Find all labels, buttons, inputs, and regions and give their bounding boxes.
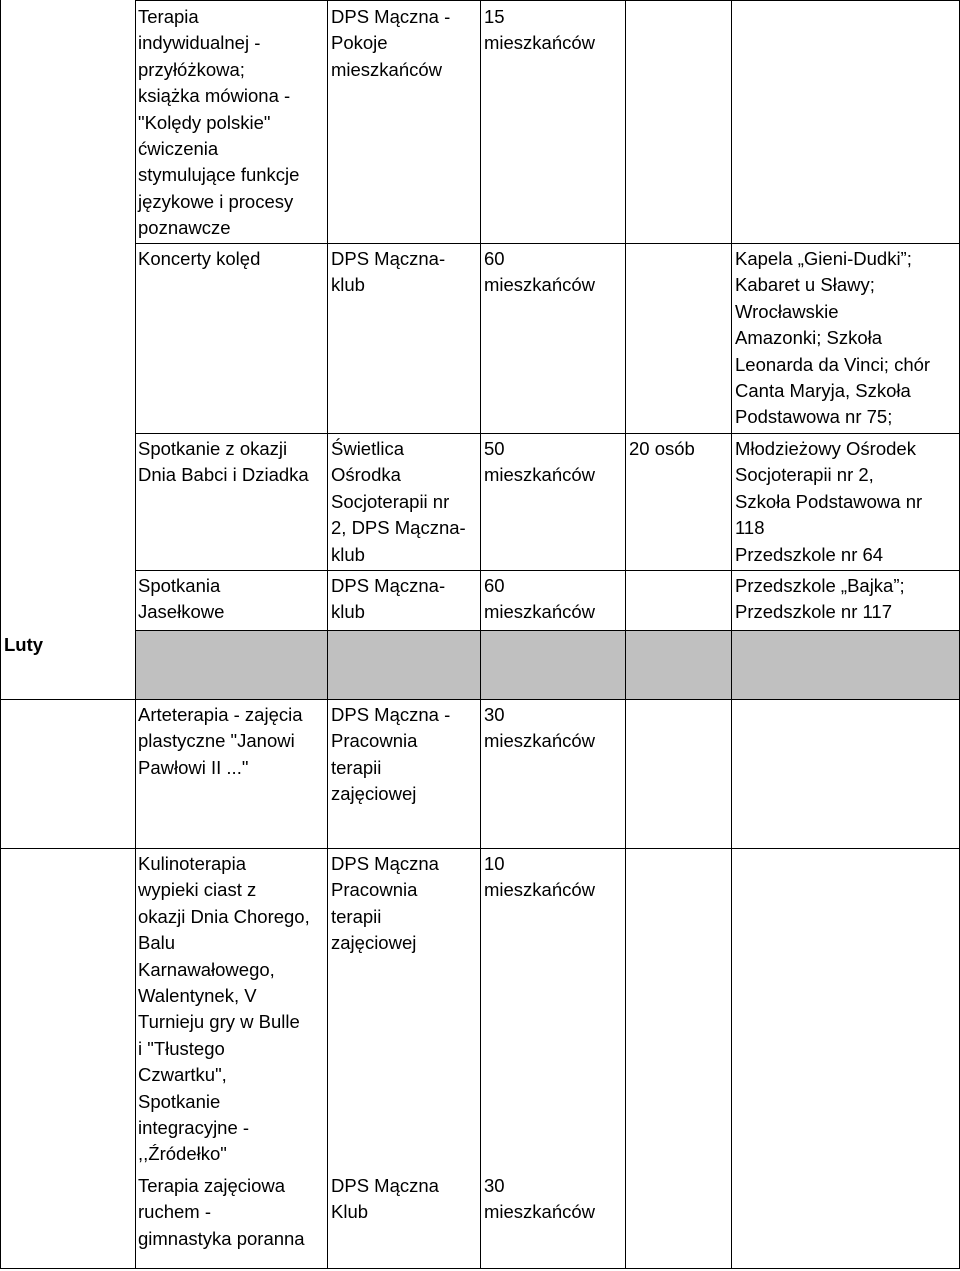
- month-label: Luty: [4, 634, 44, 655]
- guests-cell: 20 osób: [629, 438, 695, 459]
- place-cell: DPS Mączna Pracownia terapii zajęciowej: [331, 853, 439, 954]
- residents-cell: 50 mieszkańców: [484, 438, 596, 486]
- place-cell: DPS Mączna- klub: [331, 248, 446, 296]
- column-divider: [480, 0, 481, 1269]
- activity-cell: Terapia indywidualnej - przyłóżkowa; książka mówiona - "Kolędy polskie" ćwiczenia stymulujące funkcje językowe i procesy poznawcze: [138, 6, 300, 239]
- place-cell: DPS Mączna Klub: [331, 1175, 439, 1223]
- place-cell: DPS Mączna - Pracownia terapii zajęciowej: [331, 704, 451, 805]
- place-cell: Świetlica Ośrodka Socjoterapii nr 2, DPS Mączna- klub: [331, 438, 466, 565]
- partners-cell: Przedszkole „Bajka”; Przedszkole nr 117: [735, 575, 905, 623]
- row-divider: [135, 0, 959, 1]
- column-divider: [0, 0, 1, 1269]
- column-divider: [731, 0, 732, 1269]
- activity-cell: Koncerty kolęd: [138, 248, 261, 269]
- activity-cell: Terapia zajęciowa ruchem - gimnastyka poranna: [138, 1175, 305, 1249]
- column-divider: [327, 0, 328, 1269]
- row-divider: [135, 570, 959, 571]
- residents-cell: 30 mieszkańców: [484, 1175, 596, 1223]
- residents-cell: 60 mieszkańców: [484, 575, 596, 623]
- partners-cell: Kapela „Gieni-Dudki”; Kabaret u Sławy; Wrocławskie Amazonki; Szkoła Leonarda da Vinci; chór Canta Maryja, Szkoła Podstawowa nr 75;: [735, 248, 931, 428]
- residents-cell: 30 mieszkańców: [484, 704, 596, 752]
- row-divider: [135, 433, 959, 434]
- residents-cell: 15 mieszkańców: [484, 6, 596, 54]
- residents-cell: 60 mieszkańców: [484, 248, 596, 296]
- residents-cell: 10 mieszkańców: [484, 853, 596, 901]
- partners-cell: Młodzieżowy Ośrodek Socjoterapii nr 2, Szkoła Podstawowa nr 118 Przedszkole nr 64: [735, 438, 923, 565]
- gray-band: [135, 630, 959, 699]
- activity-cell: Spotkanie z okazji Dnia Babci i Dziadka: [138, 438, 309, 486]
- row-divider: [135, 243, 959, 244]
- column-divider: [135, 0, 136, 1269]
- activity-cell: Spotkania Jasełkowe: [138, 575, 225, 623]
- row-divider: [135, 630, 959, 631]
- place-cell: DPS Mączna - Pokoje mieszkańców: [331, 6, 451, 80]
- place-cell: DPS Mączna- klub: [331, 575, 446, 623]
- activity-cell: Arteterapia - zajęcia plastyczne "Janowi Pawłowi II ...": [138, 704, 303, 778]
- activity-cell: Kulinoterapia wypieki ciast z okazji Dnia Chorego, Balu Karnawałowego, Walentynek, V Turnieju gry w Bulle i "Tłustego Czwartku", Spotkanie integracyjne - ,,Źródełko": [138, 853, 310, 1165]
- column-divider: [625, 0, 626, 1269]
